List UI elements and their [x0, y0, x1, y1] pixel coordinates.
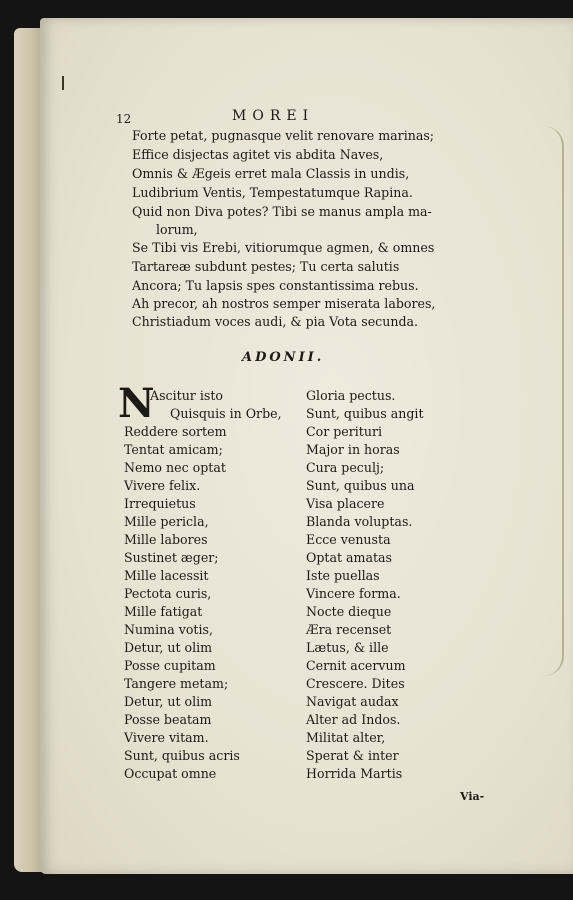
poem-line: Visa placere — [306, 496, 385, 511]
poem-line: Vivere vitam. — [124, 730, 209, 745]
drop-cap: N — [118, 380, 155, 427]
verse-line: Omnis & Ægeis erret mala Classis in undis, — [132, 166, 410, 181]
verse-line: Christiadum voces audi, & pia Vota secunda. — [132, 314, 419, 329]
poem-line: Nemo nec optat — [124, 460, 226, 475]
verse-line: Ancora; Tu lapsis spes constantissima rebus. — [132, 278, 419, 293]
poem-line: Tangere metam; — [124, 676, 229, 691]
poem-line: Sunt, quibus una — [306, 478, 415, 493]
poem-line: Lætus, & ille — [306, 640, 389, 655]
poem-line: Æra recenset — [306, 622, 392, 637]
binding-thread — [540, 126, 564, 676]
poem-line: Quisquis in Orbe, — [170, 406, 282, 421]
section-title: ADONII. — [242, 350, 325, 365]
poem-line: Cor perituri — [306, 424, 383, 439]
poem-line: Nocte dieque — [306, 604, 392, 619]
poem-line: Posse beatam — [124, 712, 212, 727]
verse-line: Tartareæ subdunt pestes; Tu certa salutis — [132, 259, 400, 274]
verse-line: Effice disjectas agitet vis abdita Naves, — [132, 147, 384, 162]
poem-line: Posse cupitam — [124, 658, 216, 673]
verse-line: Quid non Diva potes? Tibi se manus ampla ma- — [132, 204, 432, 219]
poem-line: Pectota curis, — [124, 586, 212, 601]
poem-line: Sunt, quibus acris — [124, 748, 240, 763]
poem-line: Reddere sortem — [124, 424, 227, 439]
poem-line: Alter ad Indos. — [306, 712, 401, 727]
poem-line: Sperat & inter — [306, 748, 399, 763]
poem-line: Tentat amicam; — [124, 442, 223, 457]
poem-line: Vincere forma. — [306, 586, 401, 601]
verse-line: Se Tibi vis Erebi, vitiorumque agmen, & omnes — [132, 240, 435, 255]
running-head: MOREI — [232, 108, 315, 124]
poem-line: Sunt, quibus angit — [306, 406, 424, 421]
poem-line: Detur, ut olim — [124, 694, 213, 709]
poem-line: Mille fatigat — [124, 604, 203, 619]
poem-line: Blanda voluptas. — [306, 514, 413, 529]
poem-line: Sustinet æger; — [124, 550, 219, 565]
poem-line: Irrequietus — [124, 496, 196, 511]
poem-line: Gloria pectus. — [306, 388, 396, 403]
poem-line: Occupat omne — [124, 766, 217, 781]
poem-line: Numina votis, — [124, 622, 213, 637]
poem-line: Mille pericla, — [124, 514, 209, 529]
poem-line: Ascitur isto — [150, 388, 223, 403]
verse-line: Forte petat, pugnasque velit renovare marinas; — [132, 128, 435, 143]
poem-line: Iste puellas — [306, 568, 380, 583]
margin-mark — [62, 76, 64, 90]
catchword: Via- — [460, 790, 485, 803]
poem-line: Vivere felix. — [124, 478, 201, 493]
verse-line: lorum, — [156, 222, 198, 237]
poem-line: Cernit acervum — [306, 658, 406, 673]
verse-line: Ah precor, ah nostros semper miserata labores, — [132, 296, 436, 311]
poem-line: Major in horas — [306, 442, 400, 457]
page-number: 12 — [116, 112, 132, 126]
poem-line: Mille labores — [124, 532, 208, 547]
poem-line: Navigat audax — [306, 694, 399, 709]
poem-line: Detur, ut olim — [124, 640, 213, 655]
poem-line: Horrida Martis — [306, 766, 403, 781]
poem-line: Militat alter, — [306, 730, 386, 745]
verse-line: Ludibrium Ventis, Tempestatumque Rapina. — [132, 185, 413, 200]
poem-line: Cura peculj; — [306, 460, 385, 475]
poem-line: Ecce venusta — [306, 532, 391, 547]
poem-line: Optat amatas — [306, 550, 393, 565]
poem-line: Crescere. Dites — [306, 676, 405, 691]
poem-line: Mille lacessit — [124, 568, 209, 583]
